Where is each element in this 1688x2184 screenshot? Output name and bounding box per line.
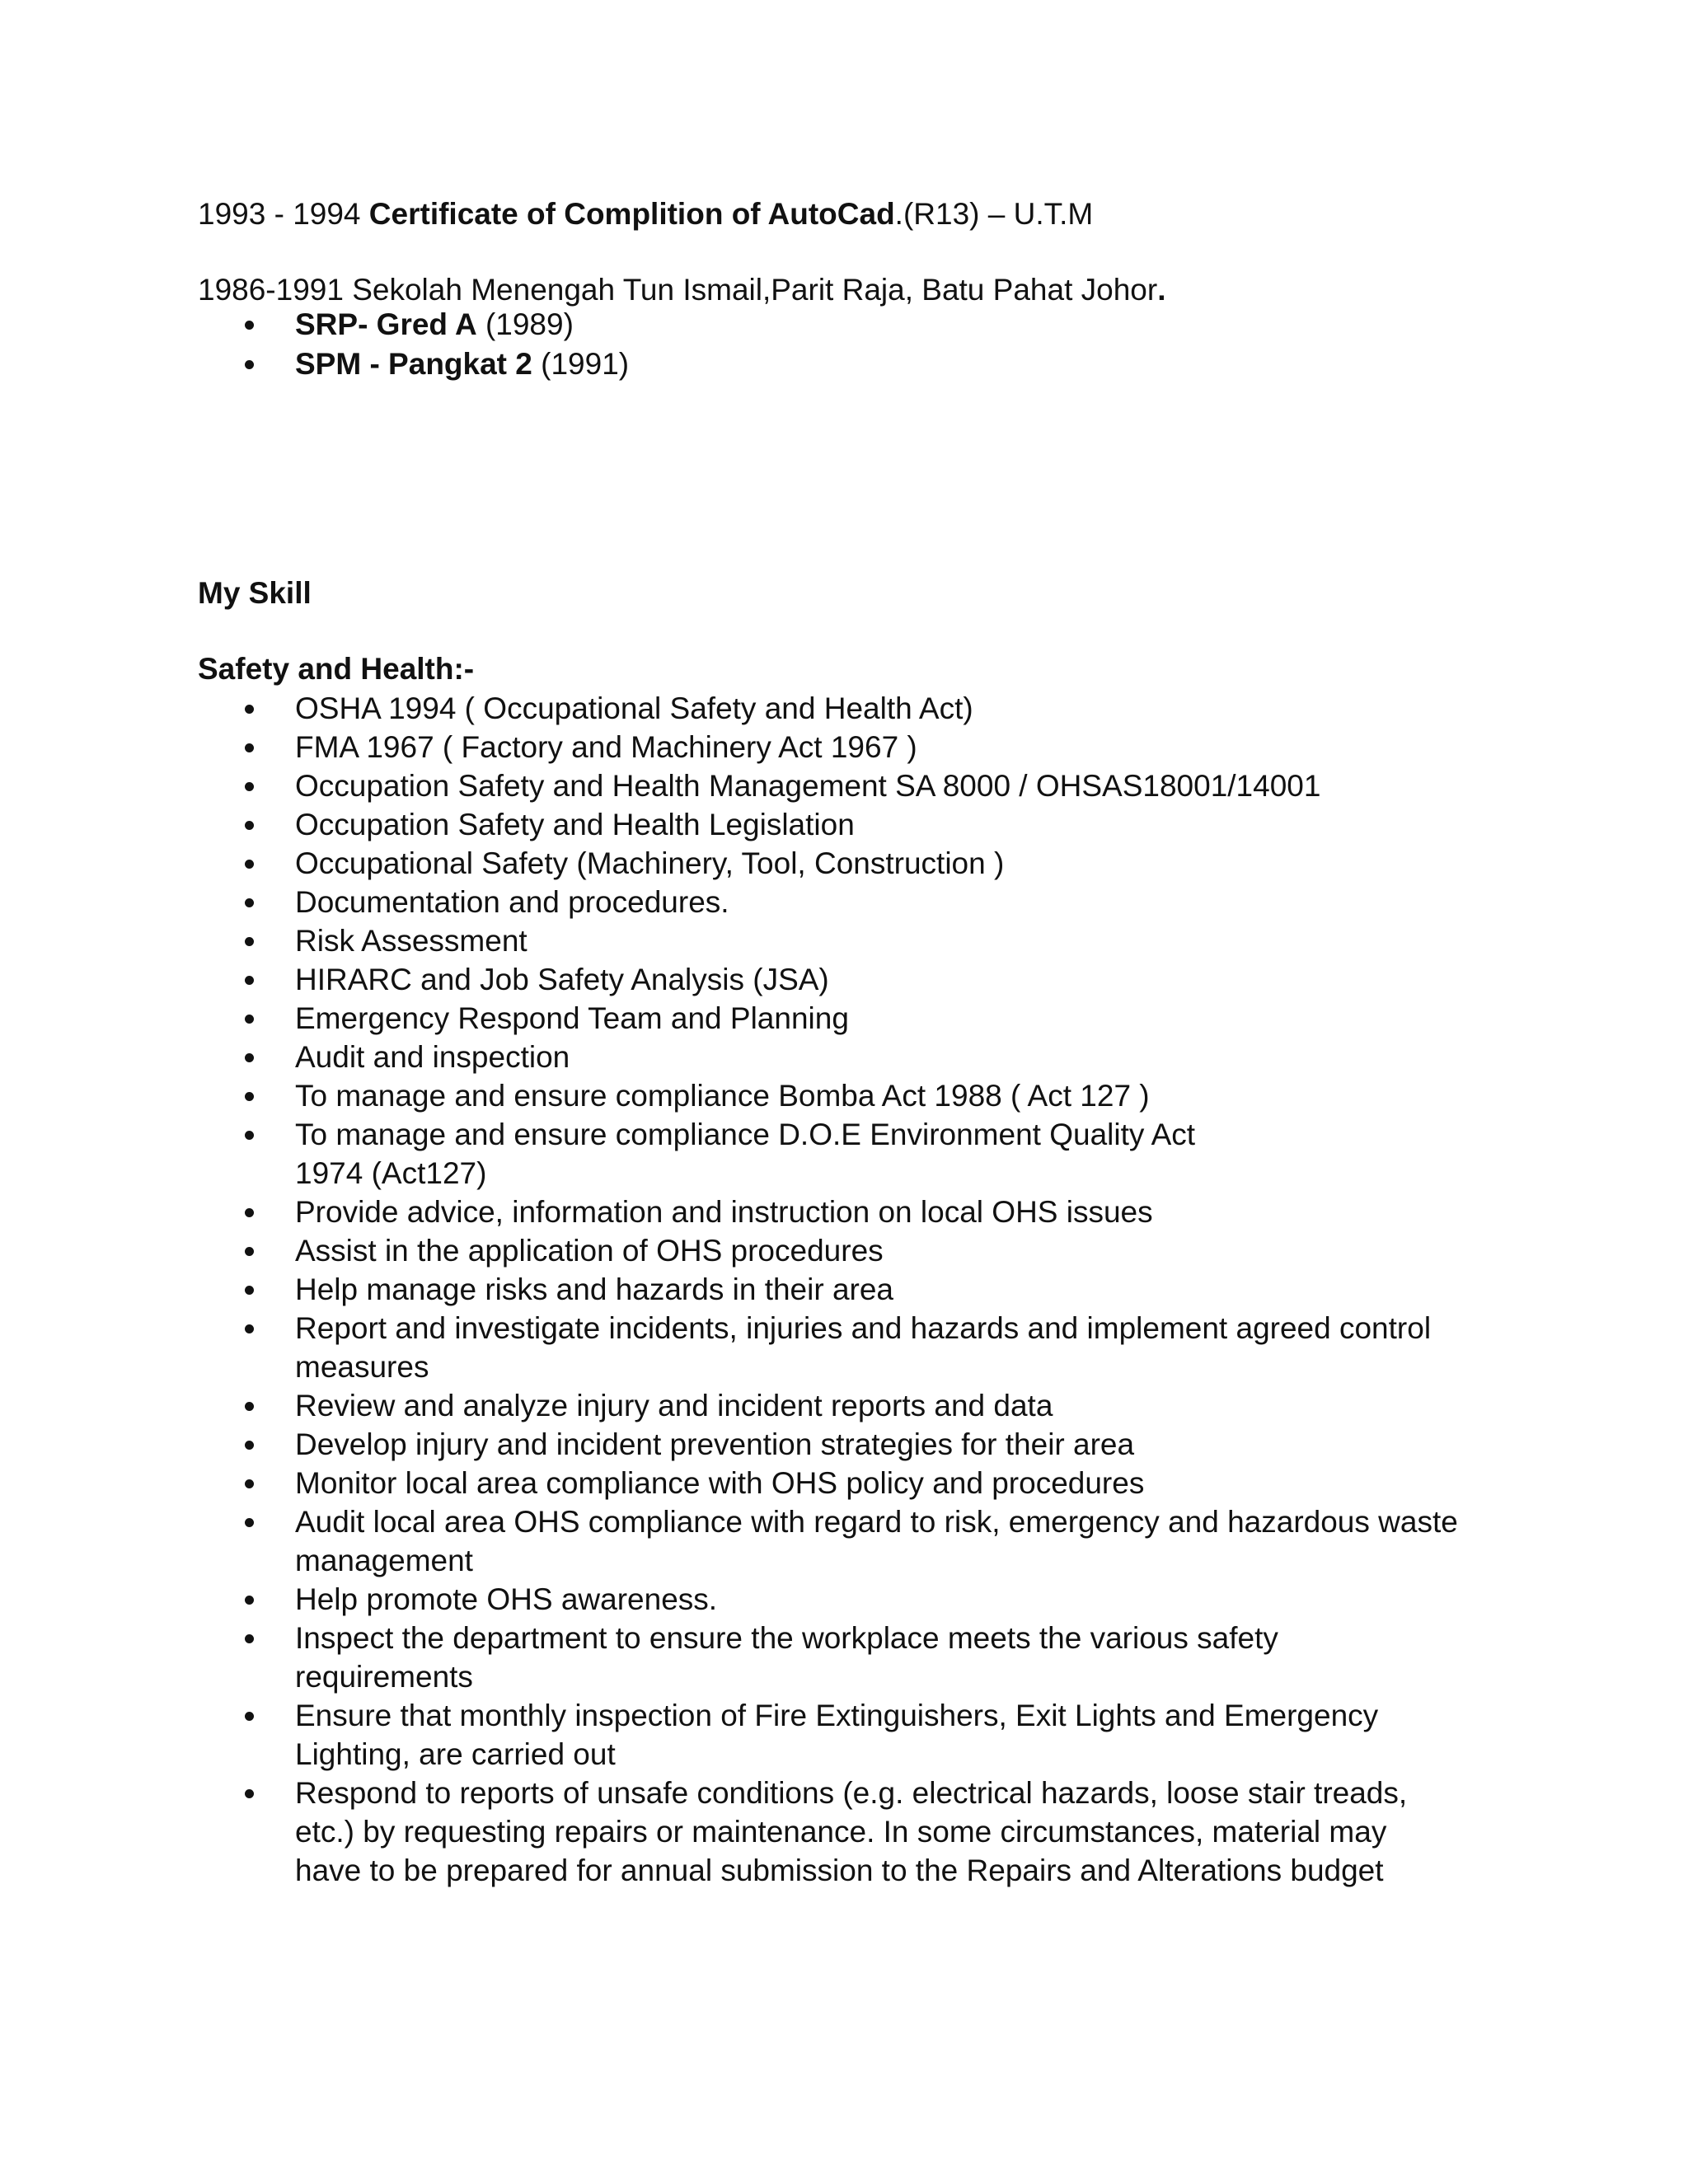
skill-text: Review and analyze injury and incident reports and data xyxy=(295,1389,1053,1422)
bullet-icon xyxy=(245,1208,254,1217)
skills-heading xyxy=(198,574,312,613)
bullet-icon xyxy=(245,1518,254,1527)
skills-heading-text: My Skill xyxy=(198,576,312,610)
skill-text: OSHA 1994 ( Occupational Safety and Health Act) xyxy=(295,691,973,725)
list-item xyxy=(0,805,1465,844)
bullet-icon xyxy=(245,1015,254,1024)
list-item xyxy=(0,1386,1465,1425)
skill-text: Respond to reports of unsafe conditions (e.g. electrical hazards, loose stair treads, etc.) by requesting repairs or maintenance. In some circumstances, material may have to be prepared for annual submission to the Repairs and Alterations budget xyxy=(295,1776,1408,1887)
safety-health-subheading xyxy=(198,649,474,689)
result-label: SRP- Gred A xyxy=(295,307,477,341)
list-item xyxy=(0,1464,1465,1502)
bullet-icon xyxy=(245,1789,254,1798)
list-item xyxy=(0,1774,1416,1890)
bullet-icon xyxy=(245,976,254,985)
bullet-icon xyxy=(245,1441,254,1450)
school-name: 1986-1991 Sekolah Menengah Tun Ismail,Parit Raja, Batu Pahat Johor xyxy=(198,273,1158,307)
bullet-icon xyxy=(245,321,254,330)
result-label: SPM - Pangkat 2 xyxy=(295,347,532,381)
skill-text: Risk Assessment xyxy=(295,924,528,958)
skill-text: To manage and ensure compliance D.O.E Environment Quality Act 1974 (Act127) xyxy=(295,1118,1196,1190)
list-item xyxy=(0,960,1465,999)
list-item xyxy=(0,344,1465,384)
bullet-icon xyxy=(245,1712,254,1721)
skill-text: Help promote OHS awareness. xyxy=(295,1582,718,1616)
skill-text: Develop injury and incident prevention strategies for their area xyxy=(295,1427,1135,1461)
list-item xyxy=(0,1502,1465,1580)
skill-text: To manage and ensure compliance Bomba Act 1988 ( Act 127 ) xyxy=(295,1079,1150,1113)
list-item xyxy=(0,844,1465,883)
skill-text: Assist in the application of OHS procedures xyxy=(295,1234,884,1268)
bullet-icon xyxy=(245,705,254,714)
list-item xyxy=(0,1115,1218,1193)
list-item xyxy=(0,1193,1465,1231)
autocad-years: 1993 - 1994 xyxy=(198,197,361,231)
bullet-icon xyxy=(245,821,254,830)
school-end: . xyxy=(1157,273,1166,307)
bullet-icon xyxy=(245,1596,254,1605)
autocad-suffix: .(R13) – U.T.M xyxy=(894,197,1094,231)
list-item xyxy=(0,883,1465,921)
bullet-icon xyxy=(245,1131,254,1140)
skill-text: FMA 1967 ( Factory and Machinery Act 1967 ) xyxy=(295,730,917,764)
safety-health-subheading-text: Safety and Health:- xyxy=(198,652,475,686)
skill-text: Inspect the department to ensure the workplace meets the various safety requirements xyxy=(295,1621,1278,1694)
bullet-icon xyxy=(245,1053,254,1062)
bullet-icon xyxy=(245,1324,254,1333)
list-item xyxy=(0,1231,1465,1270)
list-item xyxy=(0,766,1465,805)
bullet-icon xyxy=(245,743,254,752)
school-results-list xyxy=(0,305,1465,384)
bullet-icon xyxy=(245,1479,254,1488)
list-item xyxy=(0,1076,1465,1115)
skill-text: Monitor local area compliance with OHS policy and procedures xyxy=(295,1466,1145,1500)
autocad-title: Certificate of Complition of AutoCad xyxy=(368,197,895,231)
list-item xyxy=(0,921,1465,960)
list-item xyxy=(0,1038,1465,1076)
skill-text: Occupation Safety and Health Legislation xyxy=(295,808,855,841)
skills-list xyxy=(0,689,1474,1890)
autocad-certificate-line xyxy=(198,194,1093,234)
bullet-icon xyxy=(245,1247,254,1256)
bullet-icon xyxy=(245,1286,254,1295)
skill-text: Provide advice, information and instruction on local OHS issues xyxy=(295,1195,1153,1229)
list-item xyxy=(0,1270,1465,1309)
skill-text: Audit and inspection xyxy=(295,1040,570,1074)
bullet-icon xyxy=(245,1092,254,1101)
list-item xyxy=(0,1580,1465,1619)
skill-text: Documentation and procedures. xyxy=(295,885,729,919)
skill-text: Ensure that monthly inspection of Fire Extinguishers, Exit Lights and Emergency Lighting, are carried out xyxy=(295,1699,1379,1771)
list-item xyxy=(0,689,1465,728)
list-item xyxy=(0,1619,1367,1696)
bullet-icon xyxy=(245,360,254,369)
bullet-icon xyxy=(245,782,254,791)
list-item xyxy=(0,728,1465,766)
school-line xyxy=(198,270,1165,310)
bullet-icon xyxy=(245,898,254,907)
bullet-icon xyxy=(245,860,254,869)
bullet-icon xyxy=(245,1402,254,1411)
list-item xyxy=(0,1425,1465,1464)
list-item xyxy=(0,305,1465,344)
skill-text: Report and investigate incidents, injuries and hazards and implement agreed control measures xyxy=(295,1311,1432,1384)
skill-text: HIRARC and Job Safety Analysis (JSA) xyxy=(295,963,829,996)
skill-text: Emergency Respond Team and Planning xyxy=(295,1001,849,1035)
skill-text: Help manage risks and hazards in their area xyxy=(295,1272,893,1306)
list-item xyxy=(0,1309,1449,1386)
skill-text: Occupation Safety and Health Management SA 8000 / OHSAS18001/14001 xyxy=(295,769,1321,803)
skill-text: Audit local area OHS compliance with regard to risk, emergency and hazardous waste management xyxy=(295,1505,1458,1577)
result-year: (1991) xyxy=(532,347,630,381)
list-item xyxy=(0,1696,1474,1774)
skill-text: Occupational Safety (Machinery, Tool, Construction ) xyxy=(295,846,1005,880)
bullet-icon xyxy=(245,1634,254,1643)
result-year: (1989) xyxy=(476,307,574,341)
list-item xyxy=(0,999,1465,1038)
bullet-icon xyxy=(245,937,254,946)
